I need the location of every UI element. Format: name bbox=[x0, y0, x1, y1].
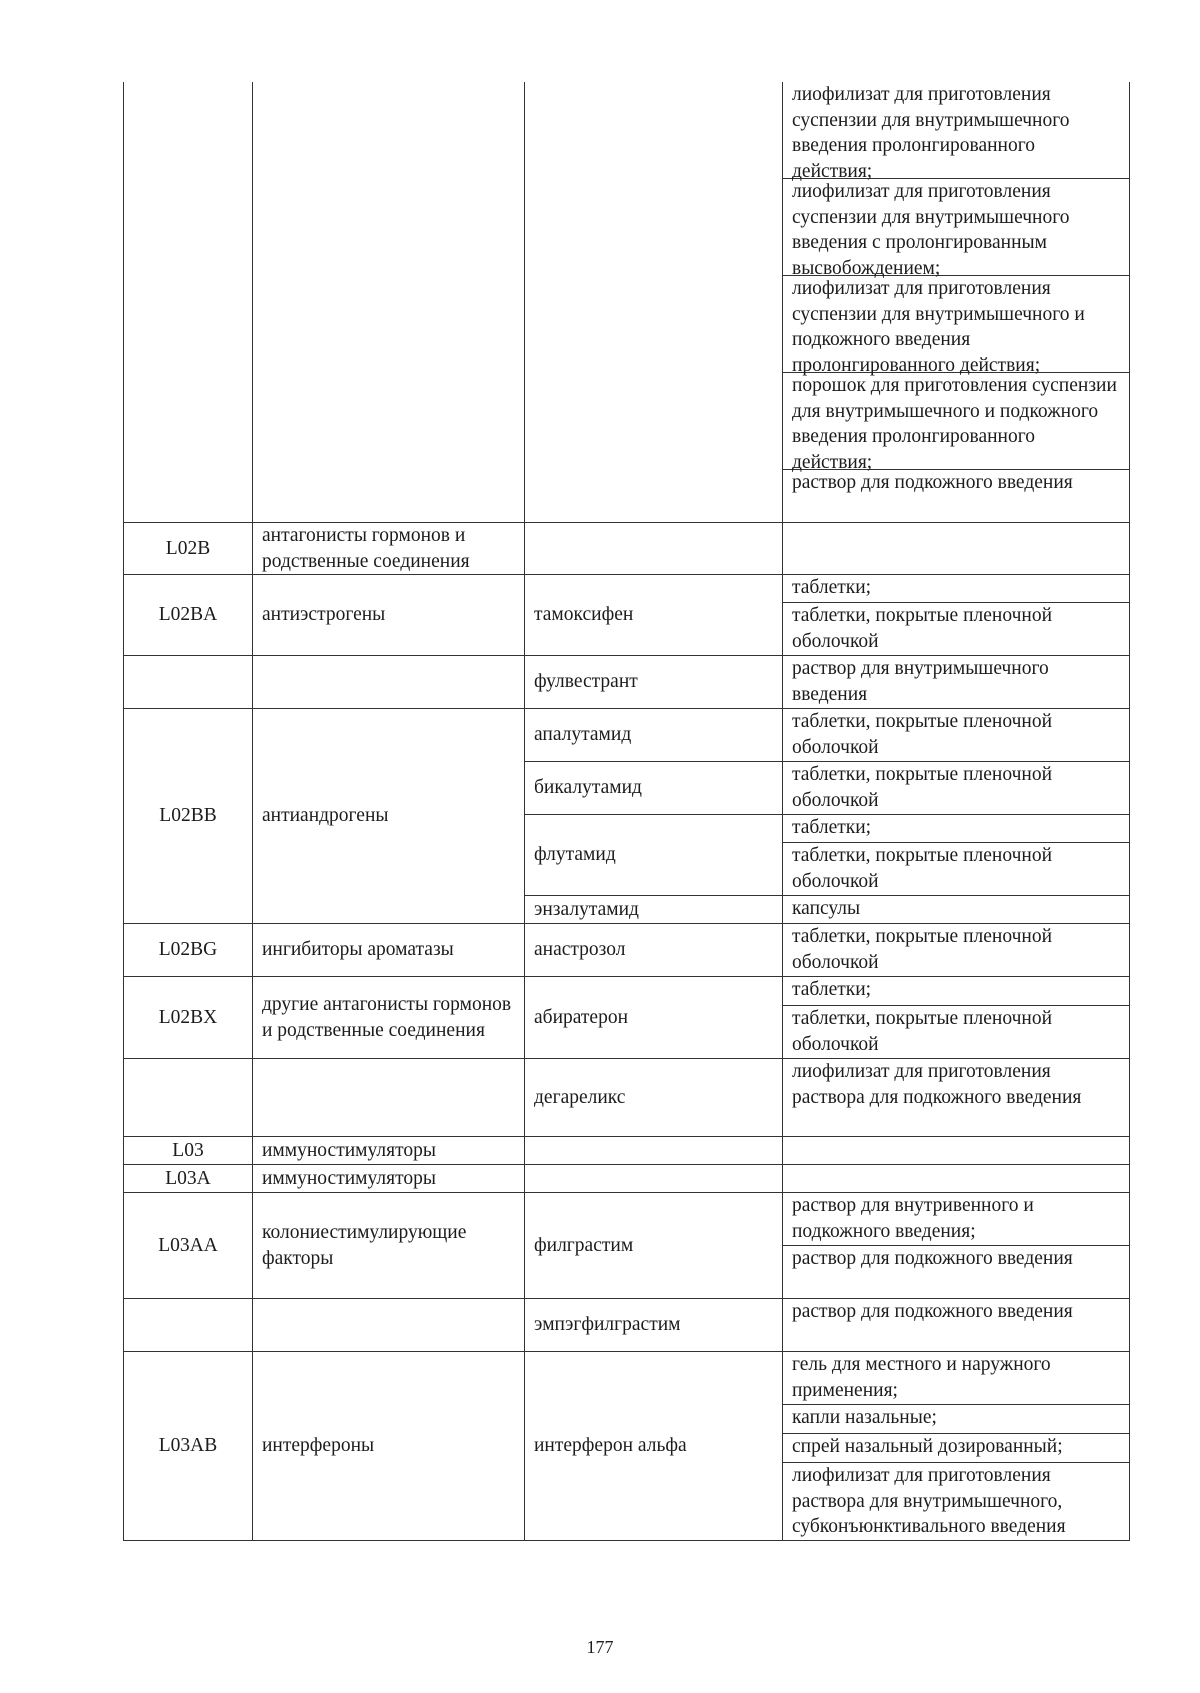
dosage-forms-cell bbox=[783, 575, 1130, 656]
dosage-form: порошок для приготовления суспензии для внутримышечного и подкожного введения пролонгированного действия; bbox=[783, 372, 1129, 469]
group-cell: антиэстрогены bbox=[253, 575, 525, 656]
group-cell bbox=[253, 1059, 525, 1137]
atc-code-cell: L03AB bbox=[124, 1352, 253, 1541]
dosage-form: таблетки, покрытые пленочной оболочкой bbox=[783, 842, 1129, 895]
dosage-forms-cell bbox=[783, 1137, 1130, 1165]
inn-cell: дегареликс bbox=[525, 1059, 783, 1137]
inn-cell: фулвестрант bbox=[525, 656, 783, 709]
dosage-forms-cell bbox=[783, 977, 1130, 1059]
dosage-form: раствор для подкожного введения bbox=[783, 1245, 1129, 1298]
table-row bbox=[124, 1059, 1130, 1137]
table-row bbox=[124, 1193, 1130, 1299]
dosage-forms-cell bbox=[783, 1193, 1130, 1299]
dosage-form: капсулы bbox=[792, 898, 861, 919]
dosage-form: раствор для внутривенного и подкожного введения; bbox=[792, 1195, 1034, 1242]
atc-code-cell: L02BA bbox=[124, 575, 253, 656]
table-row bbox=[124, 1352, 1130, 1541]
dosage-forms-cell bbox=[783, 1165, 1130, 1193]
atc-code-cell bbox=[124, 1299, 253, 1352]
atc-code-cell: L03 bbox=[124, 1137, 253, 1165]
dosage-form: спрей назальный дозированный; bbox=[783, 1433, 1129, 1462]
medicine-list-table bbox=[123, 82, 1130, 1541]
dosage-forms-cell bbox=[783, 896, 1130, 924]
dosage-form: капли назальные; bbox=[783, 1404, 1129, 1433]
table-row bbox=[124, 924, 1130, 977]
atc-code-cell: L03AA bbox=[124, 1193, 253, 1299]
dosage-form: таблетки; bbox=[792, 817, 872, 838]
table-row bbox=[124, 977, 1130, 1059]
dosage-form: лиофилизат для приготовления суспензии для внутримышечного введения с пролонгированным высвобождением; bbox=[783, 178, 1129, 275]
inn-cell bbox=[525, 82, 783, 523]
dosage-forms-cell bbox=[783, 762, 1130, 815]
dosage-forms-cell bbox=[783, 924, 1130, 977]
dosage-form: раствор для подкожного введения bbox=[792, 1301, 1073, 1322]
dosage-forms-cell bbox=[783, 709, 1130, 762]
table-row bbox=[124, 1137, 1130, 1165]
atc-code-cell: L02BB bbox=[124, 709, 253, 924]
table-row bbox=[124, 575, 1130, 656]
dosage-form: раствор для внутримышечного введения bbox=[792, 658, 1049, 705]
dosage-form: лиофилизат для приготовления раствора для подкожного введения bbox=[792, 1061, 1082, 1108]
atc-code-cell bbox=[124, 1059, 253, 1137]
inn-cell: апалутамид bbox=[525, 709, 783, 762]
inn-cell: интерферон альфа bbox=[525, 1352, 783, 1541]
group-cell bbox=[253, 656, 525, 709]
atc-code-cell: L02BG bbox=[124, 924, 253, 977]
atc-code-cell: L03A bbox=[124, 1165, 253, 1193]
dosage-forms-cell bbox=[783, 82, 1130, 523]
group-cell: иммуностимуляторы bbox=[253, 1137, 525, 1165]
dosage-form: лиофилизат для приготовления суспензии для внутримышечного и подкожного введения пролонгированного действия; bbox=[783, 275, 1129, 372]
group-cell: иммуностимуляторы bbox=[253, 1165, 525, 1193]
dosage-form: лиофилизат для приготовления раствора для внутримышечного, субконъюнктивального введения bbox=[783, 1462, 1129, 1540]
inn-cell: тамоксифен bbox=[525, 575, 783, 656]
inn-cell: флутамид bbox=[525, 815, 783, 896]
dosage-form: раствор для подкожного введения bbox=[783, 469, 1129, 522]
table-row bbox=[124, 1299, 1130, 1352]
group-cell bbox=[253, 82, 525, 523]
table-row bbox=[124, 709, 1130, 762]
dosage-forms-cell bbox=[783, 1352, 1130, 1541]
table-row bbox=[124, 523, 1130, 575]
dosage-forms-cell bbox=[783, 815, 1130, 896]
dosage-form: таблетки, покрытые пленочной оболочкой bbox=[783, 1005, 1129, 1058]
inn-cell: бикалутамид bbox=[525, 762, 783, 815]
dosage-form: таблетки, покрытые пленочной оболочкой bbox=[792, 926, 1053, 973]
dosage-forms-cell bbox=[783, 1299, 1130, 1352]
table-row bbox=[124, 82, 1130, 523]
inn-cell: филграстим bbox=[525, 1193, 783, 1299]
group-cell bbox=[253, 1299, 525, 1352]
group-cell: интерфероны bbox=[253, 1352, 525, 1541]
atc-code-cell bbox=[124, 656, 253, 709]
page-number: 177 bbox=[586, 1637, 614, 1657]
dosage-form: таблетки; bbox=[792, 979, 872, 1000]
inn-cell bbox=[525, 1165, 783, 1193]
atc-code-cell: L02B bbox=[124, 523, 253, 575]
group-cell: антагонисты гормонов и родственные соединения bbox=[253, 523, 525, 575]
inn-cell: анастрозол bbox=[525, 924, 783, 977]
atc-code-cell bbox=[124, 82, 253, 523]
table-row bbox=[124, 1165, 1130, 1193]
dosage-form: таблетки, покрытые пленочной оболочкой bbox=[792, 764, 1053, 811]
dosage-form: таблетки, покрытые пленочной оболочкой bbox=[783, 602, 1129, 655]
inn-cell: абиратерон bbox=[525, 977, 783, 1059]
group-cell: другие антагонисты гормонов и родственные соединения bbox=[253, 977, 525, 1059]
group-cell: ингибиторы ароматазы bbox=[253, 924, 525, 977]
dosage-form: гель для местного и наружного применения; bbox=[792, 1354, 1051, 1401]
inn-cell: эмпэгфилграстим bbox=[525, 1299, 783, 1352]
dosage-form: таблетки, покрытые пленочной оболочкой bbox=[792, 711, 1053, 758]
inn-cell: энзалутамид bbox=[525, 896, 783, 924]
inn-cell bbox=[525, 523, 783, 575]
group-cell: колониестимулирующие факторы bbox=[253, 1193, 525, 1299]
dosage-form: таблетки; bbox=[792, 577, 872, 598]
dosage-forms-cell bbox=[783, 1059, 1130, 1137]
inn-cell bbox=[525, 1137, 783, 1165]
atc-code-cell: L02BX bbox=[124, 977, 253, 1059]
group-cell: антиандрогены bbox=[253, 709, 525, 924]
dosage-forms-cell bbox=[783, 656, 1130, 709]
dosage-forms-cell bbox=[783, 523, 1130, 575]
dosage-form: лиофилизат для приготовления суспензии для внутримышечного введения пролонгированного действия; bbox=[792, 84, 1070, 182]
table-row bbox=[124, 656, 1130, 709]
